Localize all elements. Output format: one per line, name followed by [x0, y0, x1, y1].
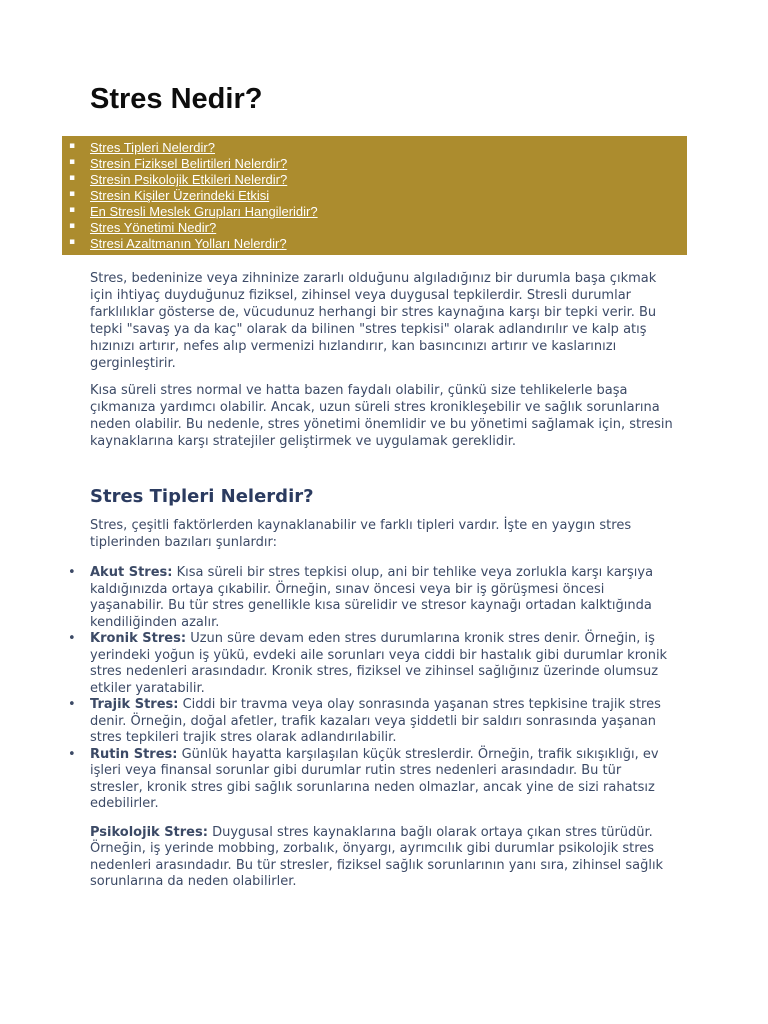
toc-item [62, 139, 687, 155]
stress-type-term: Rutin Stres: [90, 746, 178, 762]
toc-item [62, 235, 687, 251]
toc-link-stres-tipleri[interactable]: Stres Tipleri Nelerdir? [90, 140, 215, 155]
article-body [90, 270, 676, 551]
toc-link-azaltma-yollari[interactable]: Stresi Azaltmanın Yolları Nelerdir? [90, 236, 287, 251]
round-bullet-icon: • [68, 697, 76, 712]
stress-type-term: Psikolojik Stres: [90, 824, 208, 840]
stress-type-item-kronik [66, 631, 676, 697]
toc-box [62, 136, 687, 255]
round-bullet-icon: • [68, 565, 76, 580]
square-bullet-icon: ▪ [69, 141, 76, 151]
toc-link-meslek-gruplari[interactable]: En Stresli Meslek Grupları Hangileridir? [90, 204, 318, 219]
stress-type-item-rutin [66, 747, 676, 813]
toc-link-stres-yonetimi[interactable]: Stres Yönetimi Nedir? [90, 220, 217, 235]
round-bullet-icon: • [68, 631, 76, 646]
section-heading-stres-tipleri: Stres Tipleri Nelerdir? [90, 486, 314, 507]
stress-type-description: Kısa süreli bir stres tepkisi olup, ani bir tehlike veya zorlukla karşı karşıya kaldığınızda ortaya çıkabilir. Örneğin, sınav öncesi veya bir iş görüşmesi öncesi yaşanabilir. Bu tür stres genellikle kısa sürelidir ve stresor kaynağı ortadan kalktığında kendiliğinden azalır. [90, 565, 654, 630]
square-bullet-icon: ▪ [69, 189, 76, 199]
intro-paragraph-2: Kısa süreli stres normal ve hatta bazen faydalı olabilir, çünkü size tehlikelerle başa çıkmanıza yardımcı olabilir. Ancak, uzun süreli stres kronikleşebilir ve sağlık sorunlarına neden olabilir. Bu nedenle, stres yönetimi önemlidir ve bu yönetimi sağlamak için, stresin kaynaklarına karşı stratejiler geliştirmek ve uygulamak gereklidir. [90, 383, 673, 449]
stress-type-term: Trajik Stres: [90, 697, 179, 712]
stress-type-description: Uzun süre devam eden stres durumlarına kronik stres denir. Örneğin, iş yerindeki yoğun iş yükü, evdeki aile sorunları veya ciddi bir hastalık gibi durumlar kronik stres nedenleri arasındadır. Kronik stres, fiziksel ve zihinsel sağlığınız üzerinde olumsuz etkiler yaratabilir. [90, 631, 668, 696]
stress-type-term: Kronik Stres: [90, 631, 187, 646]
round-bullet-icon: • [68, 746, 76, 762]
toc-link-kisiler-uzerindeki-etkisi[interactable]: Stresin Kişiler Üzerindeki Etkisi [90, 188, 270, 203]
intro-paragraph-1: Stres, bedeninize veya zihninize zararlı olduğunu algıladığınız bir durumla başa çıkmak için ihtiyaç duyduğunuz fiziksel, zihinsel veya duygusal tepkilerdir. Stresli durumlar farklılıklar gösterse de, vücudunuz herhangi bir stres kaynağına karşı bir tepki verir. Bu tepki "savaş ya da kaç" olarak da bilinen "stres tepkisi" olarak adlandırılır ve kalp atış hızınızı artırır, nefes alıp vermenizi hızlandırır, kan basıncınızı artırır ve kaslarınızı gerginleştirir. [90, 271, 657, 371]
stress-type-item-trajik [66, 697, 676, 747]
stress-type-description: Günlük hayatta karşılaşılan küçük streslerdir. Örneğin, trafik sıkışıklığı, ev işleri veya finansal sorunlar gibi durumlar rutin stres nedenleri arasındadır. Bu tür stresler, kronik stres gibi sağlık sorunlarına neden olmazlar, ancak yine de sizi rahatsız edebilirler. [90, 746, 659, 811]
toc-item [62, 187, 687, 203]
toc-link-fiziksel-belirtiler[interactable]: Stresin Fiziksel Belirtileri Nelerdir? [90, 156, 288, 171]
stress-types-list [66, 565, 676, 813]
square-bullet-icon: ▪ [69, 221, 76, 231]
psikolojik-stres-paragraph [90, 825, 676, 891]
stress-type-description: Ciddi bir travma veya olay sonrasında yaşanan stres tepkisine trajik stres denir. Örneğin, doğal afetler, trafik kazaları veya şiddetli bir saldırı sonrasında yaşanan stres tepkileri trajik stres olarak adlandırılabilir. [90, 697, 661, 745]
toc-item [62, 155, 687, 171]
toc-item [62, 171, 687, 187]
square-bullet-icon: ▪ [69, 173, 76, 183]
toc-item [62, 203, 687, 219]
stress-type-description: Duygusal stres kaynaklarına bağlı olarak ortaya çıkan stres türüdür. Örneğin, iş yerinde mobbing, zorbalık, önyargı, ayrımcılık gibi durumlar psikolojik stres nedenleri arasındadır. Bu tür stresler, fiziksel sağlık sorunlarının yanı sıra, zihinsel sağlık sorunlarına da neden olabilirler. [90, 824, 664, 889]
section-intro-paragraph: Stres, çeşitli faktörlerden kaynaklanabilir ve farklı tipleri vardır. İşte en yaygın stres tiplerinden bazıları şunlardır: [90, 518, 632, 550]
page-title: Stres Nedir? [90, 83, 263, 115]
toc-item [62, 219, 687, 235]
square-bullet-icon: ▪ [69, 157, 76, 167]
toc-link-psikolojik-etkiler[interactable]: Stresin Psikolojik Etkileri Nelerdir? [90, 172, 288, 187]
stress-type-item-akut [66, 565, 676, 631]
toc-list [62, 139, 687, 251]
stress-type-term: Akut Stres: [90, 565, 173, 580]
square-bullet-icon: ▪ [69, 205, 76, 215]
square-bullet-icon: ▪ [69, 237, 76, 247]
